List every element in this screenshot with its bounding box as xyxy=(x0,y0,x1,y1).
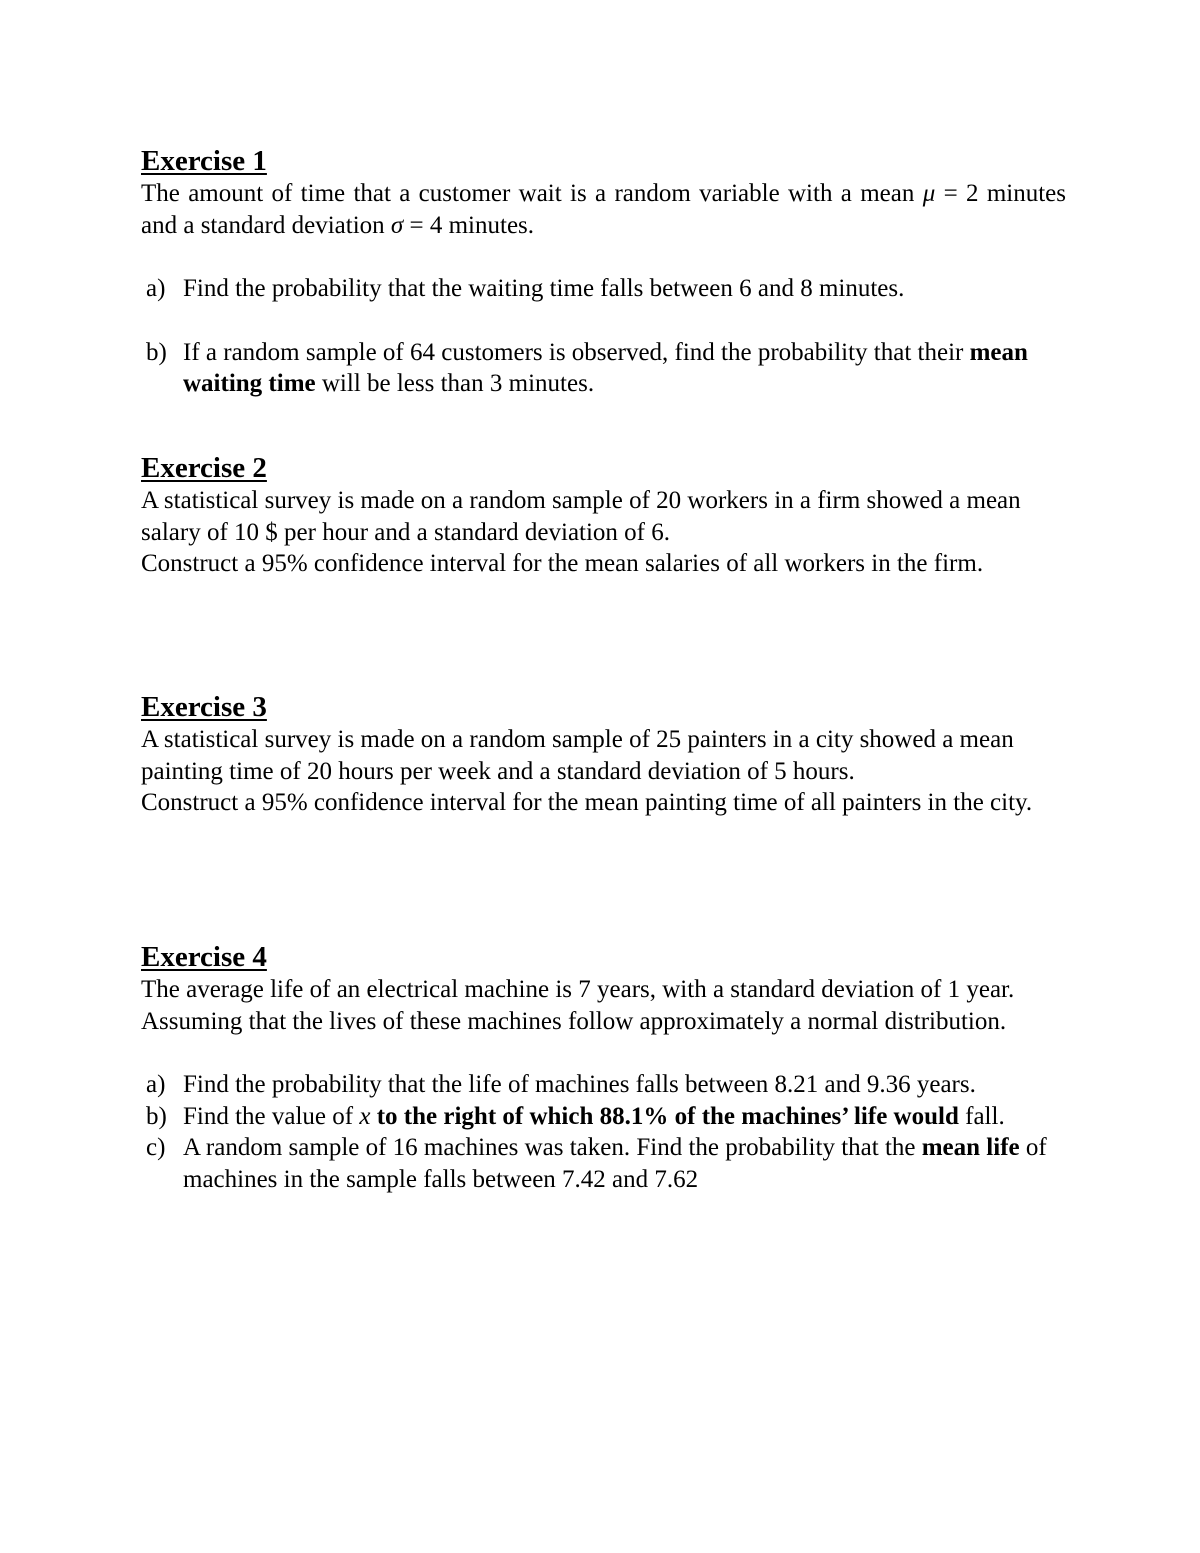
exercise-2-title: Exercise 2 xyxy=(141,452,267,484)
exercise-4-items xyxy=(141,1069,1066,1195)
item-text: of machines in the sample falls between 7.42 and 7.62 xyxy=(183,1134,1047,1193)
exercise-1-items xyxy=(141,273,1066,400)
sigma-symbol: σ xyxy=(390,211,404,239)
exercise-1-title: Exercise 1 xyxy=(141,145,267,177)
list-item xyxy=(141,273,1066,305)
x-symbol: x xyxy=(359,1102,371,1130)
item-bold-text: to the right of which 88.1% of the machines’ life would xyxy=(370,1102,959,1130)
exercise-3 xyxy=(141,690,1066,819)
list-item xyxy=(141,1132,1066,1195)
item-text: Find the probability that the waiting time falls between 6 and 8 minutes. xyxy=(183,275,905,302)
item-text: will be less than 3 minutes. xyxy=(315,370,595,397)
intro-text: = 2 minutes and a standard deviation xyxy=(141,180,1067,239)
exercise-3-title: Exercise 3 xyxy=(141,691,267,723)
item-text: If a random sample of 64 customers is observed, find the probability that their xyxy=(183,338,970,366)
mu-symbol: μ xyxy=(922,180,936,207)
intro-text: = 4 minutes. xyxy=(403,211,535,239)
item-bold-text: mean life xyxy=(921,1134,1020,1161)
exercise-4-intro: The average life of an electrical machine is 7 years, with a standard deviation of 1 year. Assuming that the lives of these machines follow approximately a normal distribution. xyxy=(141,976,1015,1035)
item-bold-text: mean waiting time xyxy=(183,338,1028,397)
item-marker: b) xyxy=(146,338,167,366)
intro-text: The amount of time that a customer wait is a random variable with a mean xyxy=(141,180,923,207)
item-text: Find the value of xyxy=(183,1102,360,1130)
list-item xyxy=(141,1069,1066,1101)
exercise-4-title: Exercise 4 xyxy=(141,941,267,973)
item-text: A random sample of 16 machines was taken. Find the probability that the xyxy=(183,1134,922,1161)
list-item xyxy=(141,337,1066,400)
item-marker: a) xyxy=(146,1071,166,1098)
exercise-2 xyxy=(141,451,1066,580)
exercise-4 xyxy=(141,940,1066,1195)
item-text: fall. xyxy=(958,1102,1005,1130)
exercise-3-line: A statistical survey is made on a random sample of 25 painters in a city showed a mean painting time of 20 hours per week and a standard deviation of 5 hours. xyxy=(141,726,1014,785)
exercise-3-line: Construct a 95% confidence interval for the mean painting time of all painters in the city. xyxy=(141,789,1033,816)
exercise-2-line: Construct a 95% confidence interval for the mean salaries of all workers in the firm. xyxy=(141,550,984,577)
exercise-1 xyxy=(141,144,1066,400)
exercise-2-line: A statistical survey is made on a random sample of 20 workers in a firm showed a mean salary of 10 $ per hour and a standard deviation of 6. xyxy=(141,487,1021,546)
item-marker: b) xyxy=(146,1102,167,1130)
item-marker: c) xyxy=(146,1134,166,1161)
item-text: Find the probability that the life of machines falls between 8.21 and 9.36 years. xyxy=(183,1071,976,1098)
list-item xyxy=(141,1101,1066,1133)
exercise-1-intro xyxy=(141,178,1066,241)
item-marker: a) xyxy=(146,275,166,302)
